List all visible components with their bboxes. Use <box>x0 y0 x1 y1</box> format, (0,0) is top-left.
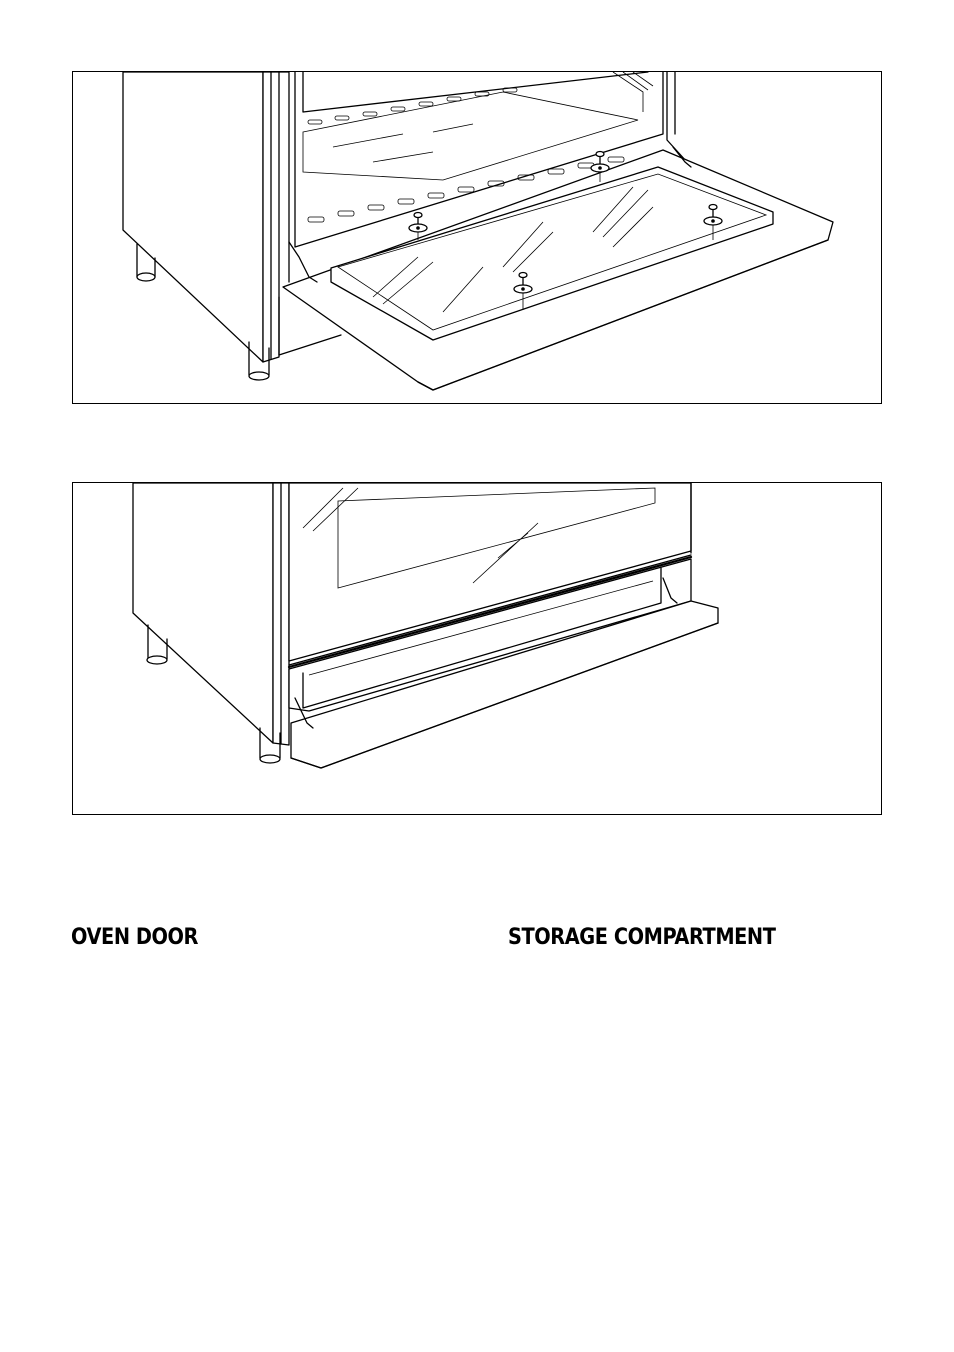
oven-door-heading: OVEN DOOR <box>71 925 199 950</box>
storage-compartment-heading: STORAGE COMPARTMENT <box>508 925 776 950</box>
storage-compartment-illustration <box>72 482 882 815</box>
storage-compartment-drawing <box>73 483 882 815</box>
oven-door-drawing <box>73 72 882 404</box>
oven-door-illustration <box>72 71 882 404</box>
